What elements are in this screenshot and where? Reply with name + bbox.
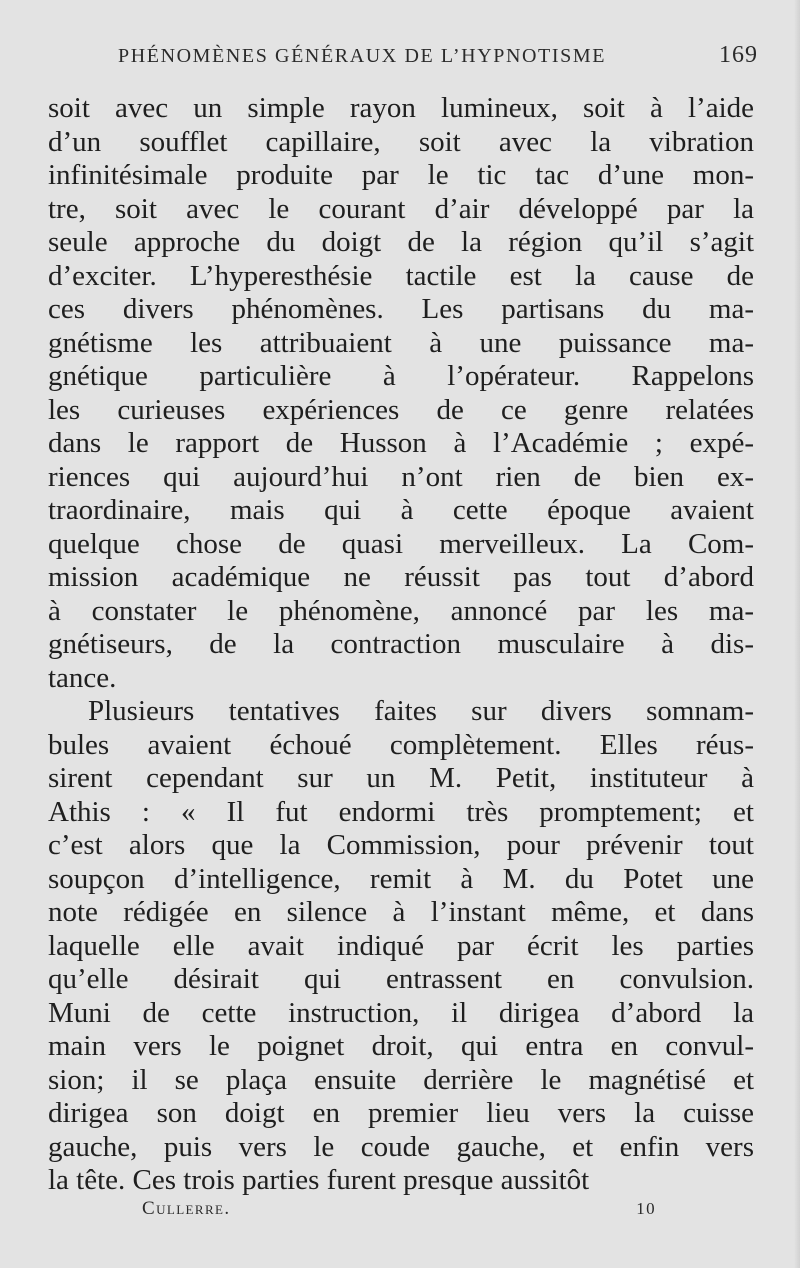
signature-number: 10 [636,1199,656,1218]
running-head [118,42,758,76]
page-number: 169 [719,42,758,68]
paragraph-1 [48,92,754,695]
text-line: mission académique ne réussit pas tout d’abord [48,561,754,593]
text-line: tance. [48,661,117,694]
text-line: note rédigée en silence à l’instant même, et dans [48,896,754,928]
signature-footer [142,1198,656,1228]
text-line: c’est alors que la Commission, pour prévenir tout [48,829,754,861]
text-line: dans le rapport de Husson à l’Académie ; expé- [48,427,754,459]
text-line: gnétisme les attribuaient à une puissance ma- [48,326,754,359]
text-line: sirent cependant sur un M. Petit, instituteur à [48,762,754,794]
text-line: ces divers phénomènes. Les partisans du ma- [48,293,754,325]
text-line: d’un soufflet capillaire, soit avec la vibration [48,125,754,158]
text-line: bules avaient échoué complètement. Elles réus- [48,728,754,761]
text-line: soit avec un simple rayon lumineux, soit à l’aide [48,92,754,124]
text-line: quelque chose de quasi merveilleux. La Com- [48,527,754,560]
body-text [48,92,754,1196]
text-line: sion; il se plaça ensuite derrière le magnétisé et [48,1063,754,1096]
text-line: traordinaire, mais qui à cette époque avaient [48,494,754,526]
text-line: gnétique particulière à l’opérateur. Rappelons [48,360,754,392]
text-line: laquelle elle avait indiqué par écrit les parties [48,929,754,962]
paragraph-2 [48,695,754,1198]
text-line: Muni de cette instruction, il dirigea d’abord la [48,996,754,1029]
running-title: PHÉNOMÈNES GÉNÉRAUX DE L’HYPNOTISME [118,45,607,67]
text-line: à constater le phénomène, annoncé par les ma- [48,594,754,627]
text-line: main vers le poignet droit, qui entra en convul- [48,1030,754,1062]
page-edge-shadow [794,0,800,1268]
text-line: soupçon d’intelligence, remit à M. du Potet une [48,862,754,895]
text-line: gauche, puis vers le coude gauche, et enfin vers [48,1130,754,1163]
text-line: les curieuses expériences de ce genre relatées [48,393,754,426]
text-line: Plusieurs tentatives faites sur divers somnam- [88,695,754,727]
text-line: dirigea son doigt en premier lieu vers la cuisse [48,1097,754,1129]
text-line: la tête. Ces trois parties furent presque aussitôt [48,1164,590,1196]
text-line: seule approche du doigt de la région qu’il s’agit [48,226,754,258]
text-line: gnétiseurs, de la contraction musculaire à dis- [48,628,754,660]
signature-author: Cullerre. [142,1198,231,1219]
text-line: tre, soit avec le courant d’air développé par la [48,192,754,225]
text-line: d’exciter. L’hyperesthésie tactile est la cause de [48,259,754,292]
text-line: infinitésimale produite par le tic tac d’une mon- [48,159,754,191]
text-line: qu’elle désirait qui entrassent en convulsion. [48,963,754,995]
text-line: Athis : « Il fut endormi très promptement; et [48,795,754,828]
text-line: riences qui aujourd’hui n’ont rien de bien ex- [48,460,754,493]
